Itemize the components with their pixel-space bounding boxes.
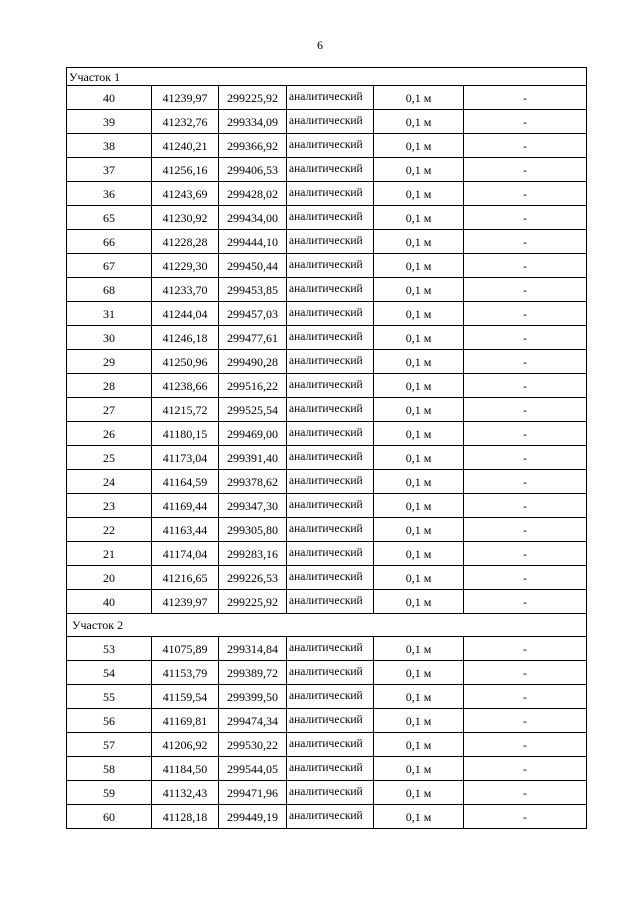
point-number-cell: 40 (67, 590, 152, 614)
description-cell: - (464, 278, 587, 302)
point-number-cell: 25 (67, 446, 152, 470)
y-coordinate-cell: 299305,80 (219, 518, 287, 542)
table-row (67, 518, 587, 542)
method-cell: аналитический (287, 230, 374, 254)
table-row (67, 206, 587, 230)
point-number-cell: 26 (67, 422, 152, 446)
method-cell: аналитический (287, 254, 374, 278)
description-cell: - (464, 637, 587, 661)
accuracy-cell: 0,1 м (374, 422, 464, 446)
y-coordinate-cell: 299434,00 (219, 206, 287, 230)
table-row (67, 182, 587, 206)
section-header-row (67, 614, 587, 637)
y-coordinate-cell: 299490,28 (219, 350, 287, 374)
x-coordinate-cell: 41250,96 (152, 350, 219, 374)
table-row (67, 709, 587, 733)
accuracy-cell: 0,1 м (374, 757, 464, 781)
accuracy-cell: 0,1 м (374, 302, 464, 326)
method-cell: аналитический (287, 326, 374, 350)
description-cell: - (464, 374, 587, 398)
point-number-cell: 58 (67, 757, 152, 781)
table-row (67, 422, 587, 446)
accuracy-cell: 0,1 м (374, 709, 464, 733)
accuracy-cell: 0,1 м (374, 398, 464, 422)
point-number-cell: 30 (67, 326, 152, 350)
x-coordinate-cell: 41184,50 (152, 757, 219, 781)
accuracy-cell: 0,1 м (374, 542, 464, 566)
x-coordinate-cell: 41153,79 (152, 661, 219, 685)
table-row (67, 542, 587, 566)
x-coordinate-cell: 41229,30 (152, 254, 219, 278)
y-coordinate-cell: 299477,61 (219, 326, 287, 350)
table-row (67, 446, 587, 470)
table-row (67, 326, 587, 350)
x-coordinate-cell: 41206,92 (152, 733, 219, 757)
table-row (67, 685, 587, 709)
description-cell: - (464, 494, 587, 518)
y-coordinate-cell: 299226,53 (219, 566, 287, 590)
point-number-cell: 28 (67, 374, 152, 398)
point-number-cell: 54 (67, 661, 152, 685)
x-coordinate-cell: 41164,59 (152, 470, 219, 494)
point-number-cell: 37 (67, 158, 152, 182)
description-cell: - (464, 733, 587, 757)
description-cell: - (464, 206, 587, 230)
accuracy-cell: 0,1 м (374, 518, 464, 542)
table-row (67, 757, 587, 781)
x-coordinate-cell: 41173,04 (152, 446, 219, 470)
table-row (67, 661, 587, 685)
method-cell: аналитический (287, 494, 374, 518)
point-number-cell: 55 (67, 685, 152, 709)
accuracy-cell: 0,1 м (374, 781, 464, 805)
method-cell: аналитический (287, 398, 374, 422)
method-cell: аналитический (287, 805, 374, 829)
description-cell: - (464, 326, 587, 350)
x-coordinate-cell: 41246,18 (152, 326, 219, 350)
y-coordinate-cell: 299525,54 (219, 398, 287, 422)
table-row (67, 494, 587, 518)
accuracy-cell: 0,1 м (374, 86, 464, 110)
table-row (67, 278, 587, 302)
method-cell: аналитический (287, 781, 374, 805)
y-coordinate-cell: 299389,72 (219, 661, 287, 685)
method-cell: аналитический (287, 637, 374, 661)
accuracy-cell: 0,1 м (374, 374, 464, 398)
x-coordinate-cell: 41239,97 (152, 590, 219, 614)
y-coordinate-cell: 299449,19 (219, 805, 287, 829)
point-number-cell: 60 (67, 805, 152, 829)
page-number: 6 (317, 38, 323, 52)
y-coordinate-cell: 299474,34 (219, 709, 287, 733)
point-number-cell: 31 (67, 302, 152, 326)
description-cell: - (464, 518, 587, 542)
x-coordinate-cell: 41180,15 (152, 422, 219, 446)
table-row (67, 470, 587, 494)
point-number-cell: 40 (67, 86, 152, 110)
point-number-cell: 57 (67, 733, 152, 757)
y-coordinate-cell: 299453,85 (219, 278, 287, 302)
description-cell: - (464, 709, 587, 733)
table-row (67, 158, 587, 182)
description-cell: - (464, 566, 587, 590)
description-cell: - (464, 590, 587, 614)
y-coordinate-cell: 299378,62 (219, 470, 287, 494)
method-cell: аналитический (287, 733, 374, 757)
method-cell: аналитический (287, 374, 374, 398)
y-coordinate-cell: 299544,05 (219, 757, 287, 781)
method-cell: аналитический (287, 518, 374, 542)
method-cell: аналитический (287, 206, 374, 230)
accuracy-cell: 0,1 м (374, 182, 464, 206)
accuracy-cell: 0,1 м (374, 326, 464, 350)
table-row (67, 637, 587, 661)
description-cell: - (464, 805, 587, 829)
description-cell: - (464, 470, 587, 494)
method-cell: аналитический (287, 757, 374, 781)
y-coordinate-cell: 299391,40 (219, 446, 287, 470)
accuracy-cell: 0,1 м (374, 566, 464, 590)
y-coordinate-cell: 299457,03 (219, 302, 287, 326)
section-header-row (67, 68, 587, 86)
method-cell: аналитический (287, 158, 374, 182)
table-row (67, 86, 587, 110)
x-coordinate-cell: 41239,97 (152, 86, 219, 110)
method-cell: аналитический (287, 661, 374, 685)
point-number-cell: 59 (67, 781, 152, 805)
description-cell: - (464, 302, 587, 326)
description-cell: - (464, 86, 587, 110)
x-coordinate-cell: 41215,72 (152, 398, 219, 422)
y-coordinate-cell: 299283,16 (219, 542, 287, 566)
y-coordinate-cell: 299444,10 (219, 230, 287, 254)
accuracy-cell: 0,1 м (374, 637, 464, 661)
table-row (67, 254, 587, 278)
point-number-cell: 23 (67, 494, 152, 518)
method-cell: аналитический (287, 685, 374, 709)
table-row (67, 805, 587, 829)
x-coordinate-cell: 41128,18 (152, 805, 219, 829)
accuracy-cell: 0,1 м (374, 278, 464, 302)
coordinates-table (66, 67, 587, 829)
x-coordinate-cell: 41163,44 (152, 518, 219, 542)
point-number-cell: 20 (67, 566, 152, 590)
accuracy-cell: 0,1 м (374, 733, 464, 757)
y-coordinate-cell: 299366,92 (219, 134, 287, 158)
accuracy-cell: 0,1 м (374, 590, 464, 614)
point-number-cell: 68 (67, 278, 152, 302)
description-cell: - (464, 158, 587, 182)
table-row (67, 110, 587, 134)
description-cell: - (464, 781, 587, 805)
x-coordinate-cell: 41232,76 (152, 110, 219, 134)
method-cell: аналитический (287, 302, 374, 326)
description-cell: - (464, 422, 587, 446)
table-row (67, 733, 587, 757)
method-cell: аналитический (287, 350, 374, 374)
x-coordinate-cell: 41256,16 (152, 158, 219, 182)
method-cell: аналитический (287, 446, 374, 470)
section-title: Участок 1 (67, 68, 587, 86)
y-coordinate-cell: 299314,84 (219, 637, 287, 661)
accuracy-cell: 0,1 м (374, 446, 464, 470)
x-coordinate-cell: 41233,70 (152, 278, 219, 302)
method-cell: аналитический (287, 278, 374, 302)
y-coordinate-cell: 299225,92 (219, 590, 287, 614)
accuracy-cell: 0,1 м (374, 206, 464, 230)
description-cell: - (464, 134, 587, 158)
point-number-cell: 56 (67, 709, 152, 733)
x-coordinate-cell: 41230,92 (152, 206, 219, 230)
method-cell: аналитический (287, 590, 374, 614)
description-cell: - (464, 398, 587, 422)
y-coordinate-cell: 299516,22 (219, 374, 287, 398)
point-number-cell: 39 (67, 110, 152, 134)
accuracy-cell: 0,1 м (374, 470, 464, 494)
description-cell: - (464, 446, 587, 470)
accuracy-cell: 0,1 м (374, 350, 464, 374)
method-cell: аналитический (287, 182, 374, 206)
x-coordinate-cell: 41243,69 (152, 182, 219, 206)
description-cell: - (464, 350, 587, 374)
description-cell: - (464, 110, 587, 134)
method-cell: аналитический (287, 110, 374, 134)
x-coordinate-cell: 41228,28 (152, 230, 219, 254)
description-cell: - (464, 685, 587, 709)
accuracy-cell: 0,1 м (374, 685, 464, 709)
table-row (67, 590, 587, 614)
table-row (67, 302, 587, 326)
section-title: Участок 2 (67, 614, 587, 637)
y-coordinate-cell: 299347,30 (219, 494, 287, 518)
method-cell: аналитический (287, 470, 374, 494)
x-coordinate-cell: 41244,04 (152, 302, 219, 326)
description-cell: - (464, 254, 587, 278)
description-cell: - (464, 542, 587, 566)
table-row (67, 398, 587, 422)
x-coordinate-cell: 41238,66 (152, 374, 219, 398)
table-row (67, 350, 587, 374)
x-coordinate-cell: 41240,21 (152, 134, 219, 158)
y-coordinate-cell: 299406,53 (219, 158, 287, 182)
accuracy-cell: 0,1 м (374, 230, 464, 254)
point-number-cell: 36 (67, 182, 152, 206)
x-coordinate-cell: 41132,43 (152, 781, 219, 805)
point-number-cell: 53 (67, 637, 152, 661)
y-coordinate-cell: 299530,22 (219, 733, 287, 757)
description-cell: - (464, 182, 587, 206)
method-cell: аналитический (287, 86, 374, 110)
accuracy-cell: 0,1 м (374, 494, 464, 518)
point-number-cell: 24 (67, 470, 152, 494)
y-coordinate-cell: 299469,00 (219, 422, 287, 446)
x-coordinate-cell: 41169,81 (152, 709, 219, 733)
point-number-cell: 29 (67, 350, 152, 374)
table-row (67, 781, 587, 805)
y-coordinate-cell: 299334,09 (219, 110, 287, 134)
y-coordinate-cell: 299471,96 (219, 781, 287, 805)
point-number-cell: 66 (67, 230, 152, 254)
accuracy-cell: 0,1 м (374, 134, 464, 158)
point-number-cell: 67 (67, 254, 152, 278)
table-row (67, 134, 587, 158)
y-coordinate-cell: 299450,44 (219, 254, 287, 278)
accuracy-cell: 0,1 м (374, 110, 464, 134)
x-coordinate-cell: 41159,54 (152, 685, 219, 709)
x-coordinate-cell: 41216,65 (152, 566, 219, 590)
method-cell: аналитический (287, 709, 374, 733)
x-coordinate-cell: 41075,89 (152, 637, 219, 661)
method-cell: аналитический (287, 422, 374, 446)
x-coordinate-cell: 41169,44 (152, 494, 219, 518)
point-number-cell: 65 (67, 206, 152, 230)
y-coordinate-cell: 299399,50 (219, 685, 287, 709)
method-cell: аналитический (287, 566, 374, 590)
method-cell: аналитический (287, 542, 374, 566)
point-number-cell: 27 (67, 398, 152, 422)
point-number-cell: 22 (67, 518, 152, 542)
description-cell: - (464, 230, 587, 254)
accuracy-cell: 0,1 м (374, 158, 464, 182)
accuracy-cell: 0,1 м (374, 805, 464, 829)
table-row (67, 230, 587, 254)
table-row (67, 374, 587, 398)
table-row (67, 566, 587, 590)
method-cell: аналитический (287, 134, 374, 158)
x-coordinate-cell: 41174,04 (152, 542, 219, 566)
point-number-cell: 21 (67, 542, 152, 566)
y-coordinate-cell: 299428,02 (219, 182, 287, 206)
description-cell: - (464, 661, 587, 685)
accuracy-cell: 0,1 м (374, 254, 464, 278)
accuracy-cell: 0,1 м (374, 661, 464, 685)
description-cell: - (464, 757, 587, 781)
point-number-cell: 38 (67, 134, 152, 158)
y-coordinate-cell: 299225,92 (219, 86, 287, 110)
